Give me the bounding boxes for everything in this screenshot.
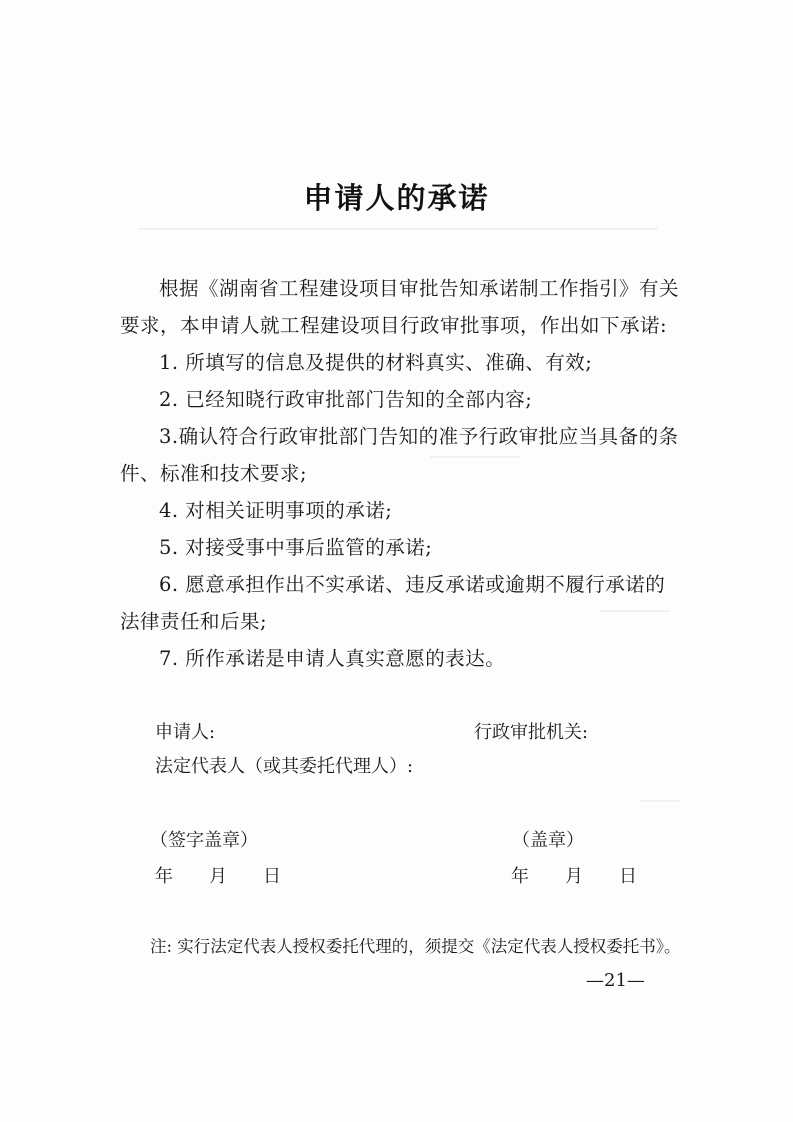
- intro-paragraph: 根据《湖南省工程建设项目审批告知承诺制工作指引》有关要求，本申请人就工程建设项目行政审批事项，作出如下承诺:: [120, 277, 680, 337]
- authority-date: 年 月 日: [511, 866, 637, 887]
- commitment-item-1: 1. 所填写的信息及提供的材料真实、准确、有效;: [159, 351, 593, 374]
- page-title: 申请人的承诺: [303, 181, 490, 215]
- page-number: —21—: [586, 970, 645, 991]
- authority-label: 行政审批机关:: [474, 722, 589, 743]
- representative-label: 法定代表人（或其委托代理人）:: [155, 756, 414, 777]
- commitment-item-6: 6. 愿意承担作出不实承诺、违反承诺或逾期不履行承诺的法律责任和后果;: [120, 573, 666, 633]
- applicant-date: 年 月 日: [155, 866, 281, 887]
- authority-seal-label: （盖章）: [512, 830, 584, 851]
- bleed-through-mark: [640, 800, 680, 802]
- applicant-label: 申请人:: [155, 722, 216, 743]
- applicant-seal-label: （签字盖章）: [150, 830, 258, 851]
- commitment-item-7: 7. 所作承诺是申请人真实意愿的表达。: [159, 647, 506, 670]
- commitment-item-5: 5. 对接受事中事后监管的承诺;: [159, 536, 433, 559]
- footnote: 注: 实行法定代表人授权委托代理的，须提交《法定代表人授权委托书》。: [150, 937, 681, 956]
- commitment-item-4: 4. 对相关证明事项的承诺;: [159, 499, 393, 522]
- commitment-item-2: 2. 已经知晓行政审批部门告知的全部内容;: [159, 388, 533, 411]
- bleed-through-mark: [138, 228, 658, 230]
- commitment-item-3: 3.确认符合行政审批部门告知的准予行政审批应当具备的条件、标准和技术要求;: [120, 425, 679, 485]
